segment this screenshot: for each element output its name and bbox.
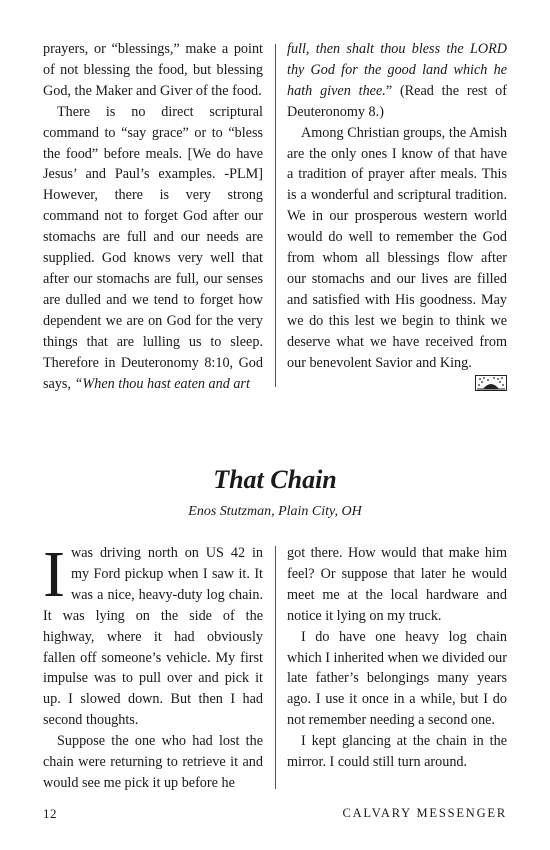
paragraph-text: There is no direct scriptural command to “say grace” or to “bless the food” before meals. [We do have Jesus’ and Paul’s examples. -PLM] However, there is very strong command not to forget God after our stomachs are full and our needs are supplied. God knows very well that after our stomachs are full, our senses are dulled and we tend to forget how dependent we are on God for the very things that are lulling us to sleep. Therefore in Deuteronomy 8:10, God says, [43,103,263,392]
paragraph: prayers, or “blessings,” make a point of not blessing the food, but blessing God, the Maker and Giver of the food. [43,41,263,99]
paragraph: got there. How would that make him feel? Or suppose that later he would meet me at the local hardware and notice it lying on my truck. [287,545,507,624]
article-title: That Chain [213,465,337,494]
column-divider [275,44,276,387]
previous-article-right-column [287,39,507,374]
article-left-column [43,538,263,794]
previous-article-left-column [43,39,263,394]
page-number: 12 [43,806,57,821]
paragraph [43,538,263,731]
column-divider [275,546,276,789]
paragraph-text: ” (Read the rest of Deuteronomy 8.) [287,82,507,120]
paragraph: I do have one heavy log chain which I inherited when we divided our late father’s belongings many years ago. I use it once in a while, but I do not remember needing a second one. [287,628,507,729]
paragraph-text: was driving north on US 42 in my Ford pickup when I saw it. It was a nice, heavy-duty log chain. It was lying on the side of the highway, where it had obviously fallen off someone’s vehicle. My first impulse was to pull over and pick it up. I slowed down. But then I had second thoughts. [43,545,263,729]
drop-cap: I [43,538,65,611]
end-of-article-ornament-icon [475,375,507,391]
paragraph: I kept glancing at the chain in the mirror. I could still turn around. [287,733,507,771]
article-byline: Enos Stutzman, Plain City, OH [188,504,362,519]
paragraph: Suppose the one who had lost the chain were returning to retrieve it and would see me pick it up before he [43,733,263,791]
scripture-quote: “When thou hast eaten and art [74,375,250,392]
publication-name: CALVARY MESSENGER [342,806,507,820]
paragraph [287,39,507,123]
article-right-column [287,543,507,773]
paragraph: Among Christian groups, the Amish are the only ones I know of that have a tradition of prayer after meals. This is a wonderful and scriptural tradition. We in our prosperous western world would do well to remember the God from whom all blessings flow after our stomachs and our lives are filled and satisfied with His goodness. May we do this lest we begin to think we deserve what we have received from our benevolent Savior and King. [287,124,507,371]
scripture-quote: full, then shalt thou bless the LORD thy God for the good land which he hath given thee. [287,41,507,99]
paragraph [43,102,263,395]
